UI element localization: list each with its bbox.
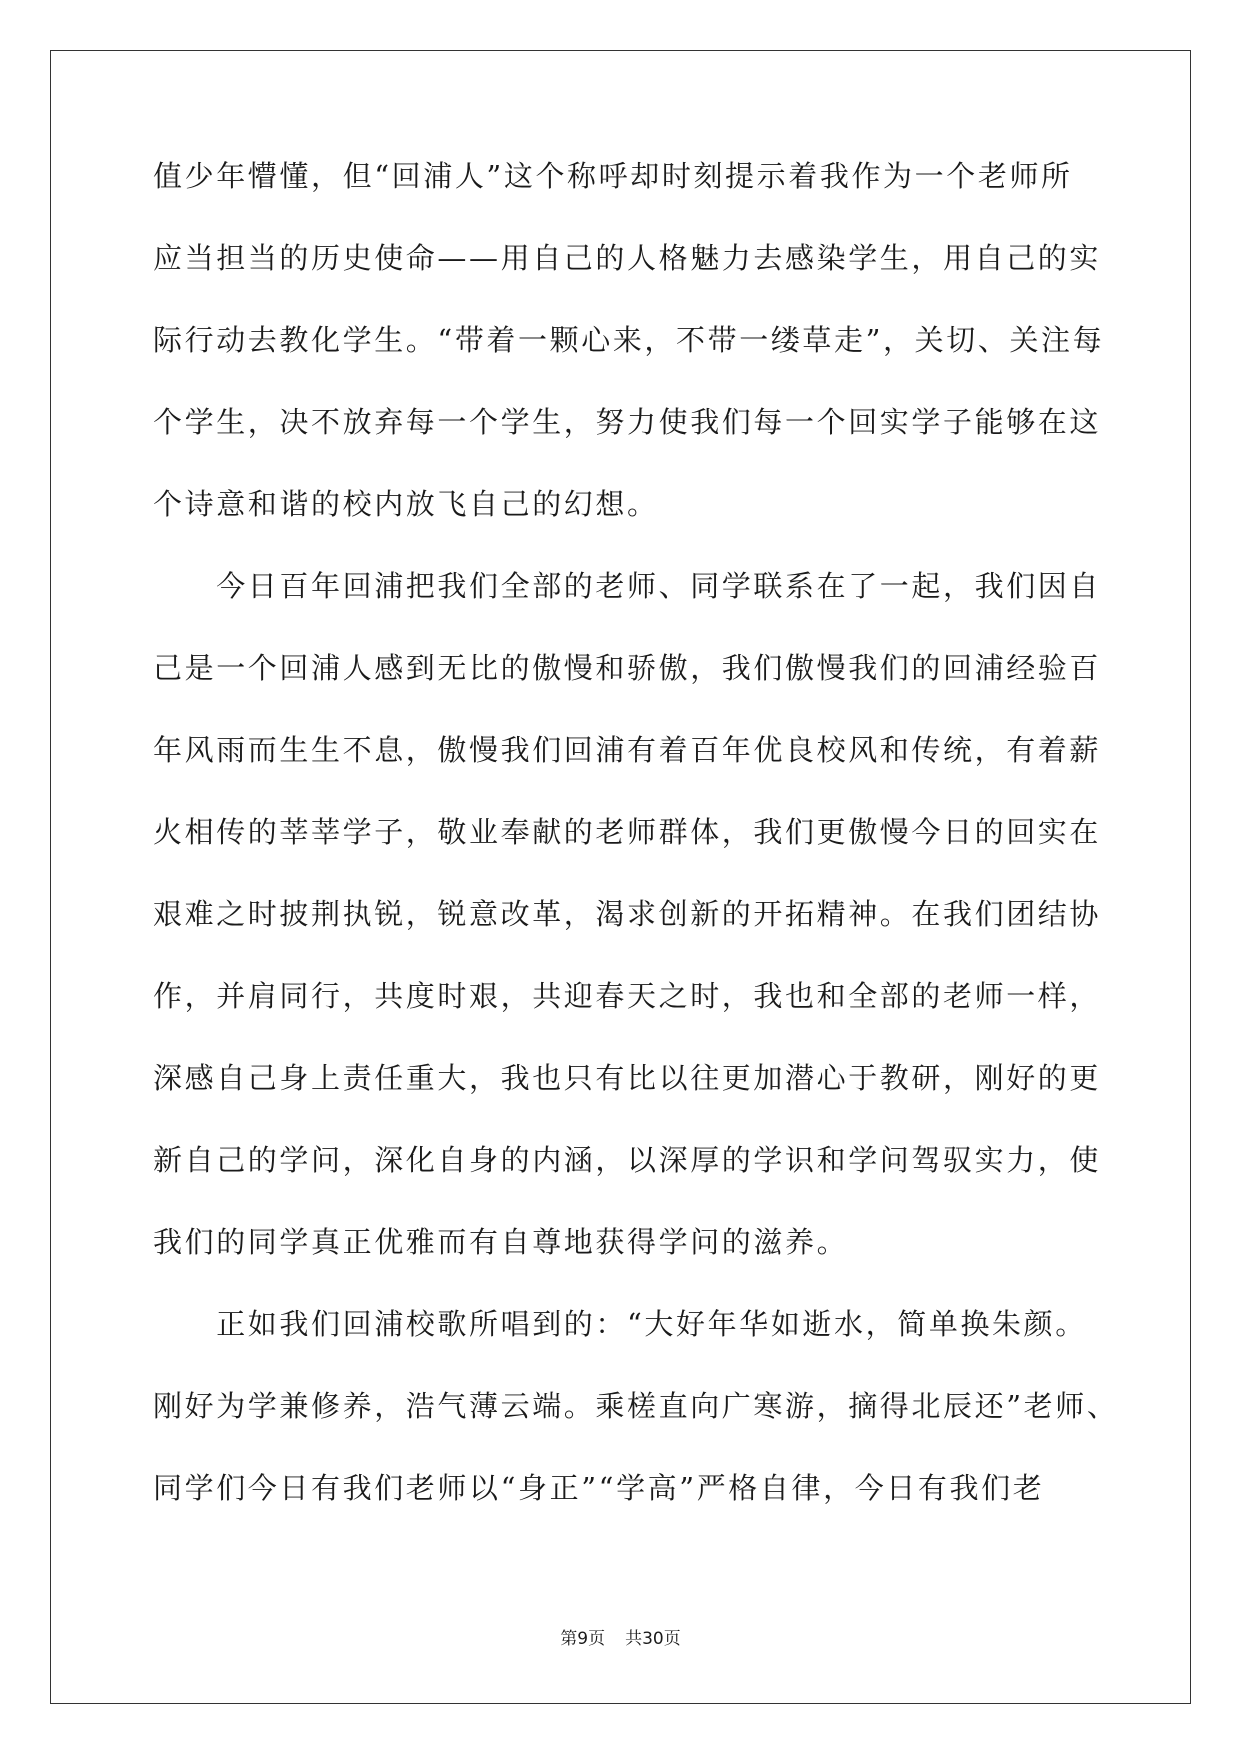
text-line: 我们的同学真正优雅而有自尊地获得学问的滋养。 [153, 1225, 849, 1259]
text-line: 火相传的莘莘学子，敬业奉献的老师群体，我们更傲慢今日的回实在 [153, 815, 1102, 849]
text-line: 同学们今日有我们老师以“身正”“学高”严格自律，今日有我们老 [153, 1471, 1045, 1505]
text-line: 应当担当的历史使命——用自己的人格魅力去感染学生，用自己的实 [153, 241, 1102, 275]
text-line: 个诗意和谐的校内放飞自己的幻想。 [153, 487, 659, 521]
text-line: 作，并肩同行，共度时艰，共迎春天之时，我也和全部的老师一样， [153, 979, 1102, 1013]
page-prefix: 第 [560, 1629, 578, 1649]
text-line: 值少年懵懂，但“回浦人”这个称呼却时刻提示着我作为一个老师所 [153, 159, 1073, 193]
total-suffix: 页 [663, 1629, 681, 1649]
text-line: 年风雨而生生不息，傲慢我们回浦有着百年优良校风和传统，有着薪 [153, 733, 1102, 767]
text-line: 新自己的学问，深化自身的内涵，以深厚的学识和学问驾驭实力，使 [153, 1143, 1102, 1177]
text-line: 个学生，决不放弃每一个学生，努力使我们每一个回实学子能够在这 [153, 405, 1102, 439]
text-line: 际行动去教化学生。“带着一颗心来，不带一缕草走”，关切、关注每 [153, 323, 1105, 357]
text-line: 刚好为学兼修养，浩气薄云端。乘槎直向广寒游，摘得北辰还”老师、 [153, 1389, 1119, 1423]
text-line: 艰难之时披荆执锐，锐意改革，渴求创新的开拓精神。在我们团结协 [153, 897, 1102, 931]
text-line: 正如我们回浦校歌所唱到的：“大好年华如逝水，简单换朱颜。 [153, 1307, 1087, 1341]
document-body [153, 159, 1119, 1554]
page-footer [0, 1624, 1241, 1649]
total-prefix: 共 [625, 1629, 643, 1649]
text-line: 今日百年回浦把我们全部的老师、同学联系在了一起，我们因自 [153, 569, 1102, 603]
total-pages: 30 [642, 1629, 664, 1649]
text-line: 己是一个回浦人感到无比的傲慢和骄傲，我们傲慢我们的回浦经验百 [153, 651, 1102, 685]
page-number: 9 [577, 1629, 589, 1649]
text-line: 深感自己身上责任重大，我也只有比以往更加潜心于教研，刚好的更 [153, 1061, 1102, 1095]
page-suffix: 页 [588, 1629, 606, 1649]
